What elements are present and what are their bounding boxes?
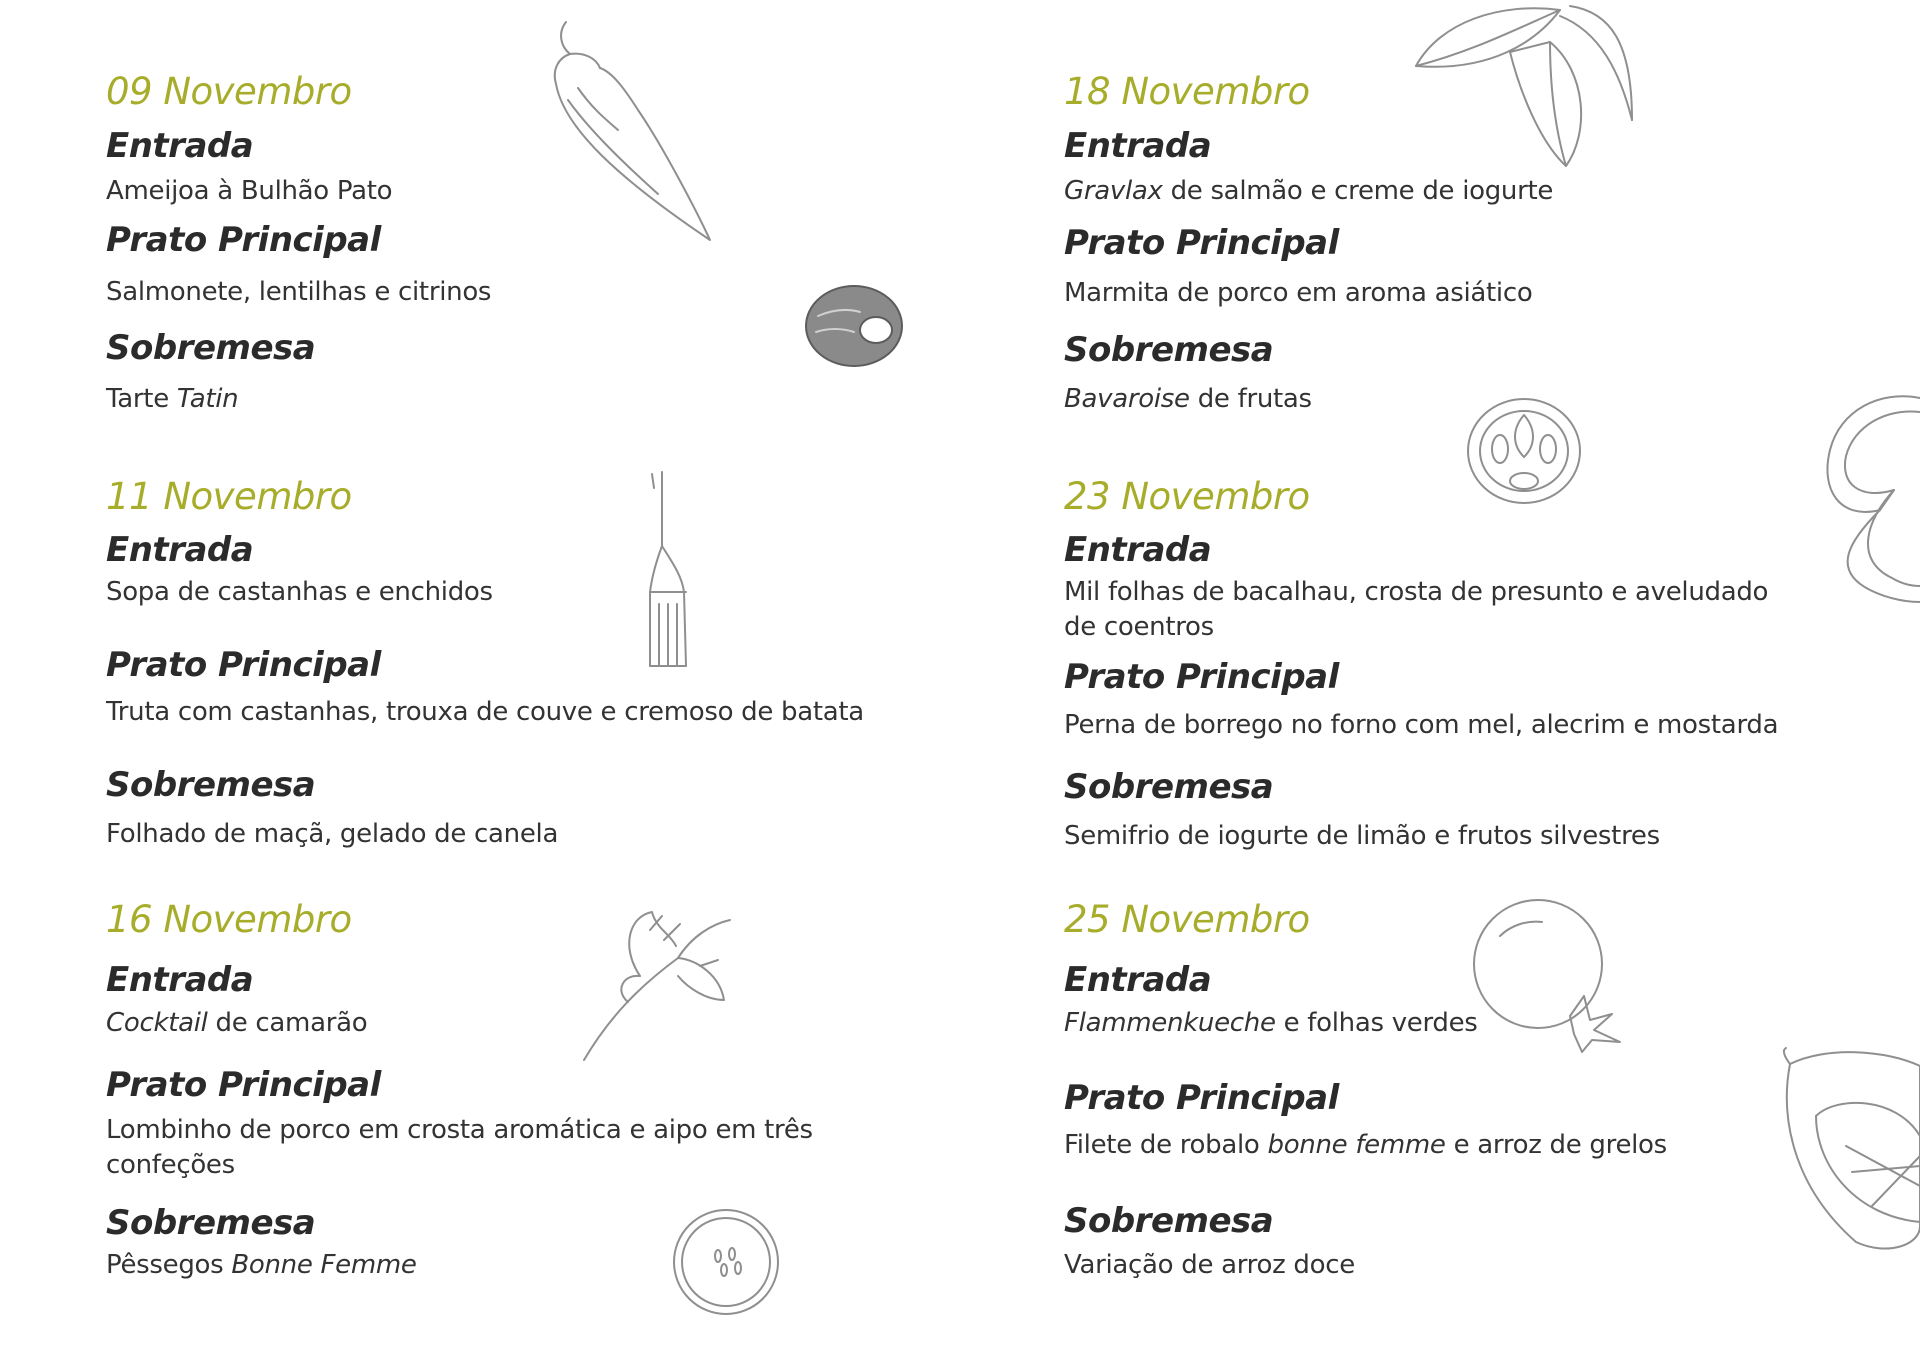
menu-date: 18 Novembro [1064, 70, 1310, 113]
main-dish [106, 695, 864, 730]
italic-term: Tatin [176, 384, 239, 414]
italic-term: Cocktail [106, 1008, 208, 1038]
starter-heading: Entrada [106, 960, 254, 1000]
dish-text: Mil folhas de bacalhau, crosta de presunto e aveludado de coentros [1064, 577, 1769, 642]
menu-date: 11 Novembro [106, 475, 352, 518]
starter-heading: Entrada [1064, 126, 1212, 166]
cucumber-slice-icon [670, 1204, 784, 1320]
dessert-heading: Sobremesa [106, 765, 316, 805]
main-heading: Prato Principal [1064, 1078, 1339, 1118]
dish-text: Filete de robalo [1064, 1130, 1268, 1160]
italic-term: bonne femme [1267, 1130, 1446, 1160]
dish-text: de frutas [1189, 384, 1312, 414]
main-dish [106, 1113, 826, 1183]
dessert-heading: Sobremesa [106, 328, 316, 368]
dish-text: Folhado de maçã, gelado de canela [106, 819, 559, 849]
main-dish [106, 275, 491, 310]
dessert-dish [1064, 1248, 1355, 1283]
starter-heading: Entrada [1064, 530, 1212, 570]
tomato-icon [1470, 896, 1626, 1054]
menu-date: 25 Novembro [1064, 898, 1310, 941]
italic-term: Flammenkueche [1064, 1008, 1276, 1038]
starter-heading: Entrada [106, 530, 254, 570]
parsley-icon [580, 906, 736, 1064]
dish-text: Lombinho de porco em crosta aromática e aipo em três confeções [106, 1115, 813, 1180]
dish-text: Variação de arroz doce [1064, 1250, 1355, 1280]
dessert-heading: Sobremesa [1064, 330, 1274, 370]
basil-leaves-icon [1410, 2, 1636, 172]
dessert-dish [106, 382, 238, 417]
dish-text: Salmonete, lentilhas e citrinos [106, 277, 492, 307]
starter-dish [1064, 575, 1784, 645]
dish-text: e arroz de grelos [1445, 1130, 1667, 1160]
dessert-dish [1064, 382, 1312, 417]
fig-icon [1776, 1046, 1920, 1256]
main-heading: Prato Principal [106, 1065, 381, 1105]
dessert-heading: Sobremesa [1064, 1201, 1274, 1241]
starter-dish [106, 1006, 367, 1041]
italic-term: Bonne Femme [231, 1250, 417, 1280]
starter-dish [1064, 1006, 1478, 1041]
dish-text: Ameijoa à Bulhão Pato [106, 176, 393, 206]
main-heading: Prato Principal [106, 645, 381, 685]
fork-icon [646, 470, 690, 670]
dessert-dish [106, 817, 558, 852]
dish-text: de salmão e creme de iogurte [1162, 176, 1554, 206]
dish-text: Perna de borrego no forno com mel, alecrim e mostarda [1064, 710, 1779, 740]
menu-date: 09 Novembro [106, 70, 352, 113]
starter-heading: Entrada [1064, 960, 1212, 1000]
menu-date: 23 Novembro [1064, 475, 1310, 518]
starter-dish [1064, 174, 1553, 209]
chili-pepper-icon [548, 18, 718, 244]
main-heading: Prato Principal [1064, 223, 1339, 263]
starter-dish [106, 575, 493, 610]
dish-text: Tarte [106, 384, 177, 414]
dish-text: Truta com castanhas, trouxa de couve e cremoso de batata [106, 697, 864, 727]
dish-text: e folhas verdes [1275, 1008, 1478, 1038]
main-dish [1064, 276, 1532, 311]
dish-text: Sopa de castanhas e enchidos [106, 577, 493, 607]
dish-text: Semifrio de iogurte de limão e frutos silvestres [1064, 821, 1660, 851]
dessert-heading: Sobremesa [106, 1203, 316, 1243]
olive-icon [802, 282, 910, 372]
tomato-half-icon [1466, 395, 1586, 507]
starter-heading: Entrada [106, 126, 254, 166]
main-dish [1064, 708, 1778, 743]
dessert-heading: Sobremesa [1064, 767, 1274, 807]
menu-date: 16 Novembro [106, 898, 352, 941]
main-heading: Prato Principal [106, 220, 381, 260]
starter-dish [106, 174, 392, 209]
dish-text: Marmita de porco em aroma asiático [1064, 278, 1533, 308]
dessert-dish [106, 1248, 417, 1283]
italic-term: Gravlax [1064, 176, 1163, 206]
main-dish [1064, 1128, 1667, 1163]
italic-term: Bavaroise [1064, 384, 1190, 414]
dish-text: Pêssegos [106, 1250, 232, 1280]
main-heading: Prato Principal [1064, 657, 1339, 697]
bell-pepper-slice-icon [1810, 390, 1920, 606]
dish-text: de camarão [207, 1008, 368, 1038]
dessert-dish [1064, 819, 1660, 854]
